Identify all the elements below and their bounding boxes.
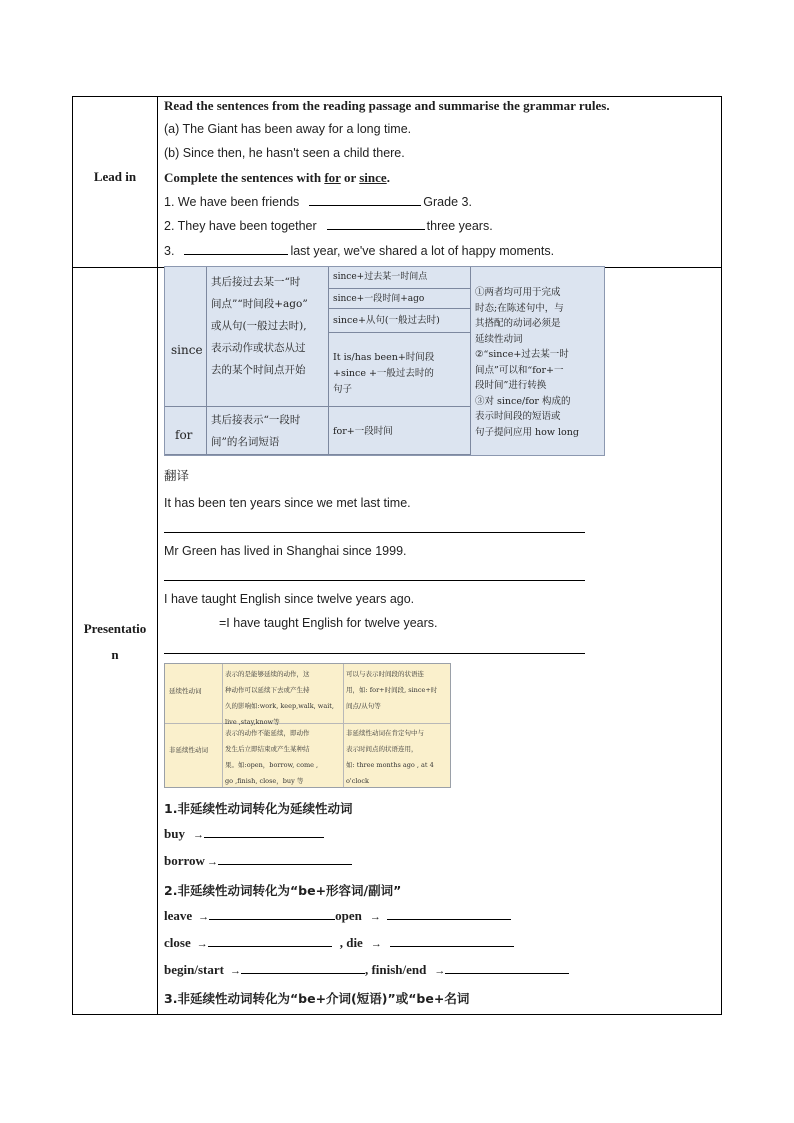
pattern-2: since+一段时间+ago: [333, 294, 425, 304]
durative-desc-line: live ,stay,know等: [225, 718, 280, 726]
since-desc-line: 其后接过去某一“时: [211, 276, 301, 288]
pattern-4-line: It is/has been+时间段: [333, 352, 435, 363]
open-word: open: [335, 908, 362, 923]
durative-verb-name: 延续性动词: [169, 687, 202, 695]
verb-type-table: [164, 663, 451, 788]
non-durative-desc-line: 发生后立即结束或产生某种结: [225, 745, 310, 753]
leave-word: leave: [164, 908, 193, 923]
ex1-pre: 1. We have been friends: [164, 195, 300, 209]
sentence-b: (b) Since then, he hasn't seen a child there.: [164, 146, 405, 160]
finish-word: , finish/end: [364, 962, 427, 977]
translate-sentence-4: =I have taught English for twelve years.: [219, 616, 438, 630]
for-desc: [211, 409, 300, 453]
or-word: or: [340, 170, 360, 185]
arrow-icon: →: [434, 965, 446, 977]
arrow-icon: →: [196, 938, 208, 950]
non-durative-use-line: 表示时间点的状语连用，: [346, 745, 418, 753]
verb-table-divider: [222, 664, 223, 787]
pattern-1: since+过去某一时间点: [333, 272, 428, 282]
since-desc-line: 间点”“时间段+ago”: [211, 298, 308, 310]
arrow-icon: →: [206, 856, 218, 868]
note-line: ②“since+过去某一时: [475, 349, 569, 360]
column-divider: [157, 97, 158, 1014]
note-line: ③对 since/for 构成的: [475, 395, 571, 407]
since-desc-line: 表示动作或状态从过: [211, 342, 306, 354]
die-word: , die: [339, 935, 363, 950]
notes: [475, 285, 579, 440]
non-durative-desc-line: go ,finish, close，buy 等: [225, 777, 304, 785]
for-word: for: [324, 170, 341, 185]
die-blank[interactable]: [390, 935, 514, 947]
answer-line-3[interactable]: [164, 653, 585, 654]
ex2-post: three years.: [426, 219, 493, 233]
note-line: 表示时间段的短语或: [475, 411, 561, 422]
ex1-blank[interactable]: [309, 194, 421, 206]
translate-label: 翻译: [164, 468, 190, 483]
durative-use-line: 用，如: for+时间段, since+时: [346, 686, 438, 694]
leave-open-row: [164, 908, 511, 924]
durative-verb-desc: [225, 666, 334, 730]
ex2-pre: 2. They have been together: [164, 219, 317, 233]
non-durative-use-line: 非延续性动词在肯定句中与: [346, 729, 424, 737]
ex3-blank[interactable]: [184, 243, 288, 255]
arrow-icon: →: [198, 911, 210, 923]
exercise-2: [164, 218, 493, 233]
since-desc-line: 或从句(一般过去时),: [211, 320, 307, 332]
durative-desc-line: 表示的是能够延续的动作，这: [225, 670, 310, 678]
translate-sentence-2: Mr Green has lived in Shanghai since 1999.: [164, 544, 407, 558]
ex1-post: Grade 3.: [423, 195, 472, 209]
arrow-icon: →: [370, 938, 382, 950]
buy-blank[interactable]: [204, 826, 324, 838]
note-line: 句子提问应用 how long: [475, 426, 579, 438]
arrow-icon: →: [192, 829, 204, 841]
non-durative-desc-line: 表示的动作不能延续，即动作: [225, 729, 310, 737]
note-line: 其搭配的动词必须是: [475, 318, 561, 329]
arrow-icon: →: [369, 911, 381, 923]
heading-3: 3.非延续性动词转化为“be+介词(短语)”或“be+名词: [164, 991, 470, 1006]
since-word: since: [359, 170, 387, 185]
since-desc: [211, 271, 308, 381]
complete-prefix: Complete the sentences with: [164, 170, 325, 185]
answer-line-1[interactable]: [164, 532, 585, 533]
for-word-cell: for: [175, 428, 193, 442]
non-durative-verb-use: [346, 725, 434, 789]
non-durative-verb-name: 非延续性动词: [169, 746, 208, 754]
since-word-cell: since: [171, 343, 203, 357]
open-blank[interactable]: [387, 908, 511, 920]
leave-blank[interactable]: [209, 908, 335, 920]
lead-in-instruction: Read the sentences from the reading passage and summarise the grammar rules.: [164, 98, 610, 113]
since-for-table: [164, 266, 605, 456]
ex2-blank[interactable]: [327, 218, 425, 230]
non-durative-use-line: 如: three months ago , at 4: [346, 761, 434, 769]
exercise-3: [164, 243, 554, 258]
durative-desc-line: 种动作可以延续下去或产生持: [225, 686, 310, 694]
lead-in-label: Lead in: [93, 169, 137, 184]
buy-word: buy: [164, 826, 185, 841]
non-durative-desc-line: 果。如:open，borrow, come ,: [225, 761, 319, 769]
presentation-label-line1: Presentatio: [83, 621, 147, 636]
pattern-3: since+从句(一般过去时): [333, 315, 440, 326]
exercise-1: [164, 194, 472, 209]
sentence-a: (a) The Giant has been away for a long time.: [164, 122, 412, 136]
answer-line-2[interactable]: [164, 580, 585, 581]
begin-word: begin/start: [164, 962, 224, 977]
heading-1: 1.非延续性动词转化为延续性动词: [164, 801, 353, 816]
pattern-for: for+一段时间: [333, 426, 393, 437]
presentation-label-line2: n: [111, 647, 119, 662]
for-desc-line: 间”的名词短语: [211, 436, 280, 448]
heading-2: 2.非延续性动词转化为“be+形容词/副词”: [164, 883, 402, 898]
ex3-post: last year, we've shared a lot of happy moments.: [290, 244, 555, 258]
borrow-blank[interactable]: [218, 853, 352, 865]
begin-blank[interactable]: [241, 962, 365, 974]
durative-use-line: 间点/从句等: [346, 702, 381, 710]
finish-blank[interactable]: [445, 962, 569, 974]
close-die-row: [164, 935, 514, 951]
pattern-4-line: 句子: [333, 384, 353, 395]
complete-instruction: [164, 170, 390, 186]
since-desc-line: 去的某个时间点开始: [211, 364, 306, 376]
begin-finish-row: [164, 962, 569, 978]
translate-sentence-3: I have taught English since twelve years ago.: [164, 592, 415, 606]
durative-verb-use: [346, 666, 437, 714]
borrow-word: borrow: [164, 853, 205, 868]
arrow-icon: →: [229, 965, 241, 977]
buy-row: [164, 826, 324, 842]
non-durative-verb-desc: [225, 725, 318, 789]
note-line: 时态;在陈述句中，与: [475, 302, 564, 314]
note-line: ①两者均可用于完成: [475, 287, 561, 298]
period: .: [386, 170, 390, 185]
since-cell: [165, 267, 207, 407]
note-line: 段时间”进行转换: [475, 380, 547, 391]
pattern-4: [333, 350, 434, 398]
translate-sentence-1: It has been ten years since we met last time.: [164, 496, 411, 510]
borrow-row: [164, 853, 352, 869]
pattern-4-line: +since +一般过去时的: [333, 368, 434, 379]
presentation-label: [73, 616, 157, 668]
close-blank[interactable]: [208, 935, 332, 947]
non-durative-use-line: o'clock: [346, 777, 369, 785]
durative-use-line: 可以与表示时间段的状语连: [346, 670, 424, 678]
close-word: close: [164, 935, 191, 950]
note-line: 间点”可以和“for+一: [475, 364, 564, 376]
verb-table-divider: [343, 664, 344, 787]
note-line: 延续性动词: [475, 333, 523, 345]
durative-desc-line: 久的影响如:work, keep,walk, wait,: [225, 702, 334, 710]
ex3-pre: 3.: [164, 244, 175, 258]
for-desc-line: 其后接表示“一段时: [211, 414, 301, 426]
